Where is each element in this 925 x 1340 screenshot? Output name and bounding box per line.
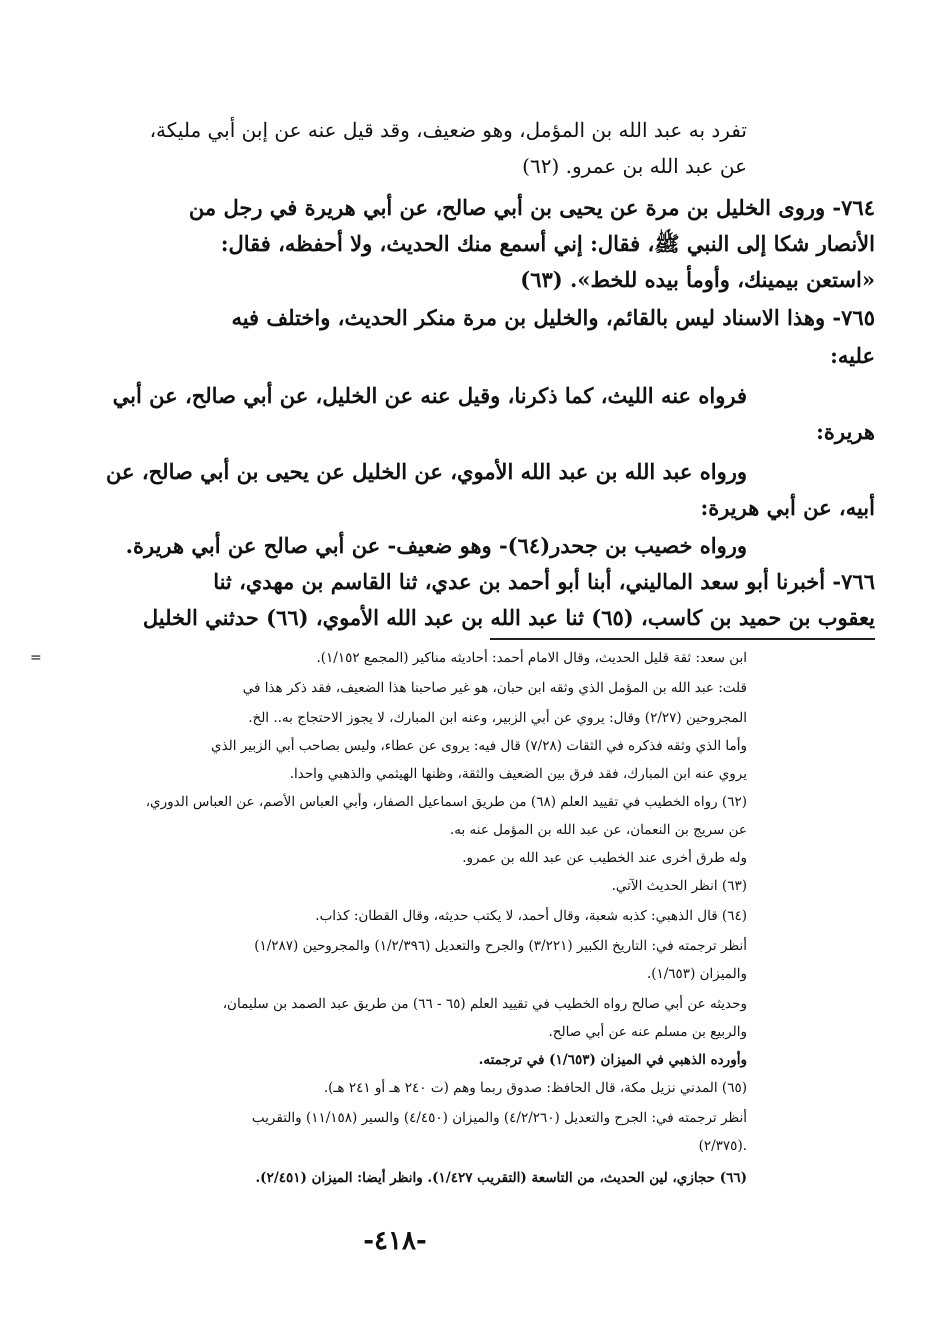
hadith-765-line: ٧٦٥- وهذا الاسناد ليس بالقائم، والخليل بن مرة منكر الحديث، واختلف فيه <box>231 305 875 330</box>
hadith-764-line: ٧٦٤- وروى الخليل بن مرة عن يحيى بن أبي صالح، عن أبي هريرة في رجل من <box>188 195 875 220</box>
footnote-line: والميزان (١/٦٥٣). <box>646 966 747 982</box>
footnote-line: وحديثه عن أبي صالح رواه الخطيب في تقييد العلم (٦٥ - ٦٦) من طريق عبد الصمد بن سليمان، <box>222 996 747 1012</box>
footnote-64: (٦٤) قال الذهبي: كذبه شعبة، وقال أحمد، لا يكتب حديثه، وقال القطان: كذاب. <box>315 908 747 924</box>
main-text-line: تفرد به عبد الله بن المؤمل، وهو ضعيف، وقد قيل عنه عن إبن أبي مليكة، <box>149 118 747 142</box>
footnote-separator <box>490 638 875 640</box>
footnote-line: أنظر ترجمته في: التاريخ الكبير (٣/٢٢١) والجرح والتعديل (١/٢/٣٩٦) والمجروحين (١/٢٨٧) <box>254 938 747 954</box>
main-text-line: ورواه عبد الله بن عبد الله الأموي، عن الخليل عن يحيى بن أبي صالح، عن <box>106 459 747 484</box>
footnote-line: وأورده الذهبي في الميزان (١/٦٥٣) في ترجمته. <box>478 1052 747 1068</box>
footnote-line: (٢/٣٧٥). <box>698 1138 747 1154</box>
page-number: -٤١٨- <box>363 1226 427 1256</box>
footnote-line: قلت: عبد الله بن المؤمل الذي وثقه ابن حبان، هو غير صاحبنا هذا الضعيف، فقد ذكر هذا في <box>242 680 747 696</box>
continuation-mark: = <box>30 650 42 666</box>
footnote-line: وأما الذي وثقه فذكره في الثقات (٧/٢٨) قال فيه: يروى عن عطاء، وليس بصاحب أبي الزبير الذي <box>211 738 747 754</box>
footnote-63: (٦٣) انظر الحديث الآتي. <box>611 878 747 894</box>
main-text-line: «استعن بيمينك، وأومأ بيده للخط». (٦٣) <box>520 267 875 292</box>
main-text-line: أبيه، عن أبي هريرة: <box>700 495 875 520</box>
footnote-line: عن سريج بن النعمان، عن عبد الله بن المؤمل عنه به. <box>449 822 747 838</box>
footnote-line: أنظر ترجمته في: الجرح والتعديل (٤/٢/٢٦٠) والميزان (٤/٤٥٠) والسير (١١/١٥٨) والتقريب <box>251 1110 747 1126</box>
main-text-line: ورواه خصيب بن جحدر(٦٤)- وهو ضعيف- عن أبي صالح عن أبي هريرة. <box>125 533 747 558</box>
footnote-line: والربيع بن مسلم عنه عن أبي صالح. <box>548 1024 747 1040</box>
footnote-66: (٦٦) حجازي، لين الحديث، من التاسعة (التقريب ١/٤٢٧). وانظر أيضا: الميزان (٢/٤٥١). <box>255 1170 747 1186</box>
footnote-62: (٦٢) رواه الخطيب في تقييد العلم (٦٨) من طريق اسماعيل الصفار، وأبي العباس الأصم، عن العباس الدوري، <box>145 794 747 810</box>
main-text-line: فرواه عنه الليث، كما ذكرنا، وقيل عنه عن الخليل، عن أبي صالح، عن أبي <box>112 383 747 408</box>
main-text-line: عليه: <box>830 343 875 368</box>
footnote-65: (٦٥) المدني نزيل مكة، قال الحافظ: صدوق ربما وهم (ت ٢٤٠ هـ أو ٢٤١ هـ). <box>323 1080 747 1096</box>
hadith-766-line: ٧٦٦- أخبرنا أبو سعد الماليني، أبنا أبو أحمد بن عدي، ثنا القاسم بن مهدي، ثنا <box>213 569 875 594</box>
main-text-line: الأنصار شكا إلى النبي ﷺ، فقال: إني أسمع منك الحديث، ولا أحفظه، فقال: <box>220 231 875 256</box>
main-text-line: عن عبد الله بن عمرو. (٦٢) <box>522 154 747 178</box>
footnote-line: ابن سعد: ثقة قليل الحديث، وقال الامام أحمد: أحاديثه مناكير (المجمع ١/١٥٢). <box>316 650 747 666</box>
main-text-line: هريرة: <box>816 419 875 444</box>
footnote-line: وله طرق أخرى عند الخطيب عن عبد الله بن عمرو. <box>462 850 747 866</box>
footnote-line: يروي عنه ابن المبارك، فقد فرق بين الضعيف والثقة، وظنها الهيثمي والذهبي واحدا. <box>289 766 747 782</box>
main-text-line: يعقوب بن حميد بن كاسب، (٦٥) ثنا عبد الله بن عبد الله الأموي، (٦٦) حدثني الخليل <box>142 605 875 630</box>
footnote-line: المجروحين (٢/٢٧) وقال: يروي عن أبي الزبير، وعنه ابن المبارك، لا يجوز الاحتجاج به.. الخ. <box>248 710 747 726</box>
